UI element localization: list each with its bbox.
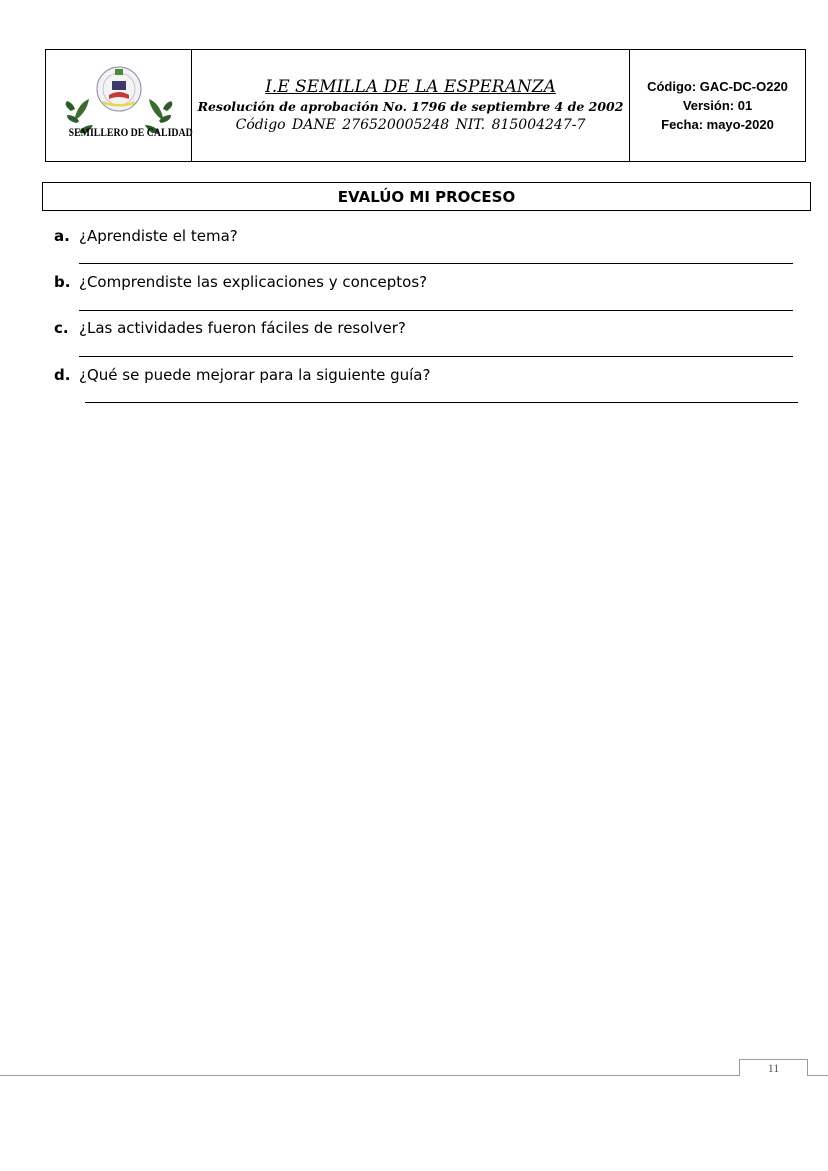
page-number: 11 <box>739 1059 808 1076</box>
question-text: ¿Aprendiste el tema? <box>79 227 238 245</box>
question-text: ¿Qué se puede mejorar para la siguiente guía? <box>79 366 431 384</box>
resolution-text: Resolución de aprobación No. 1796 de septiembre 4 de 2002 <box>197 99 624 114</box>
answer-line-a[interactable] <box>79 263 793 264</box>
question-letter: b. <box>54 273 71 291</box>
question-d <box>54 366 430 384</box>
question-b <box>54 273 427 291</box>
question-text: ¿Comprendiste las explicaciones y conceptos? <box>79 273 428 291</box>
institution-title-cell <box>192 50 630 161</box>
header-table <box>45 49 806 162</box>
answer-line-d[interactable] <box>85 402 798 403</box>
document-version: Versión: 01 <box>682 98 753 113</box>
question-letter: a. <box>54 227 70 245</box>
question-a <box>54 227 238 245</box>
document-date: Fecha: mayo-2020 <box>661 117 774 132</box>
logo-caption: SEMILLERO DE CALIDAD <box>68 125 193 139</box>
question-c <box>54 319 406 337</box>
dane-nit-text: Código DANE 276520005248 NIT. 815004247-7 <box>235 117 586 133</box>
question-letter: d. <box>54 366 71 384</box>
logo-cell <box>46 50 192 161</box>
document-code-cell <box>630 50 805 161</box>
answer-line-c[interactable] <box>79 356 793 357</box>
question-text: ¿Las actividades fueron fáciles de resolver? <box>79 319 406 337</box>
answer-line-b[interactable] <box>79 310 793 311</box>
institution-name: I.E SEMILLA DE LA ESPERANZA <box>265 77 556 97</box>
footer-rule <box>0 1075 740 1076</box>
section-title: EVALÚO MI PROCESO <box>42 182 811 211</box>
document-code: Código: GAC-DC-O220 <box>647 79 788 94</box>
footer-rule-right <box>808 1075 828 1076</box>
question-letter: c. <box>54 319 69 337</box>
